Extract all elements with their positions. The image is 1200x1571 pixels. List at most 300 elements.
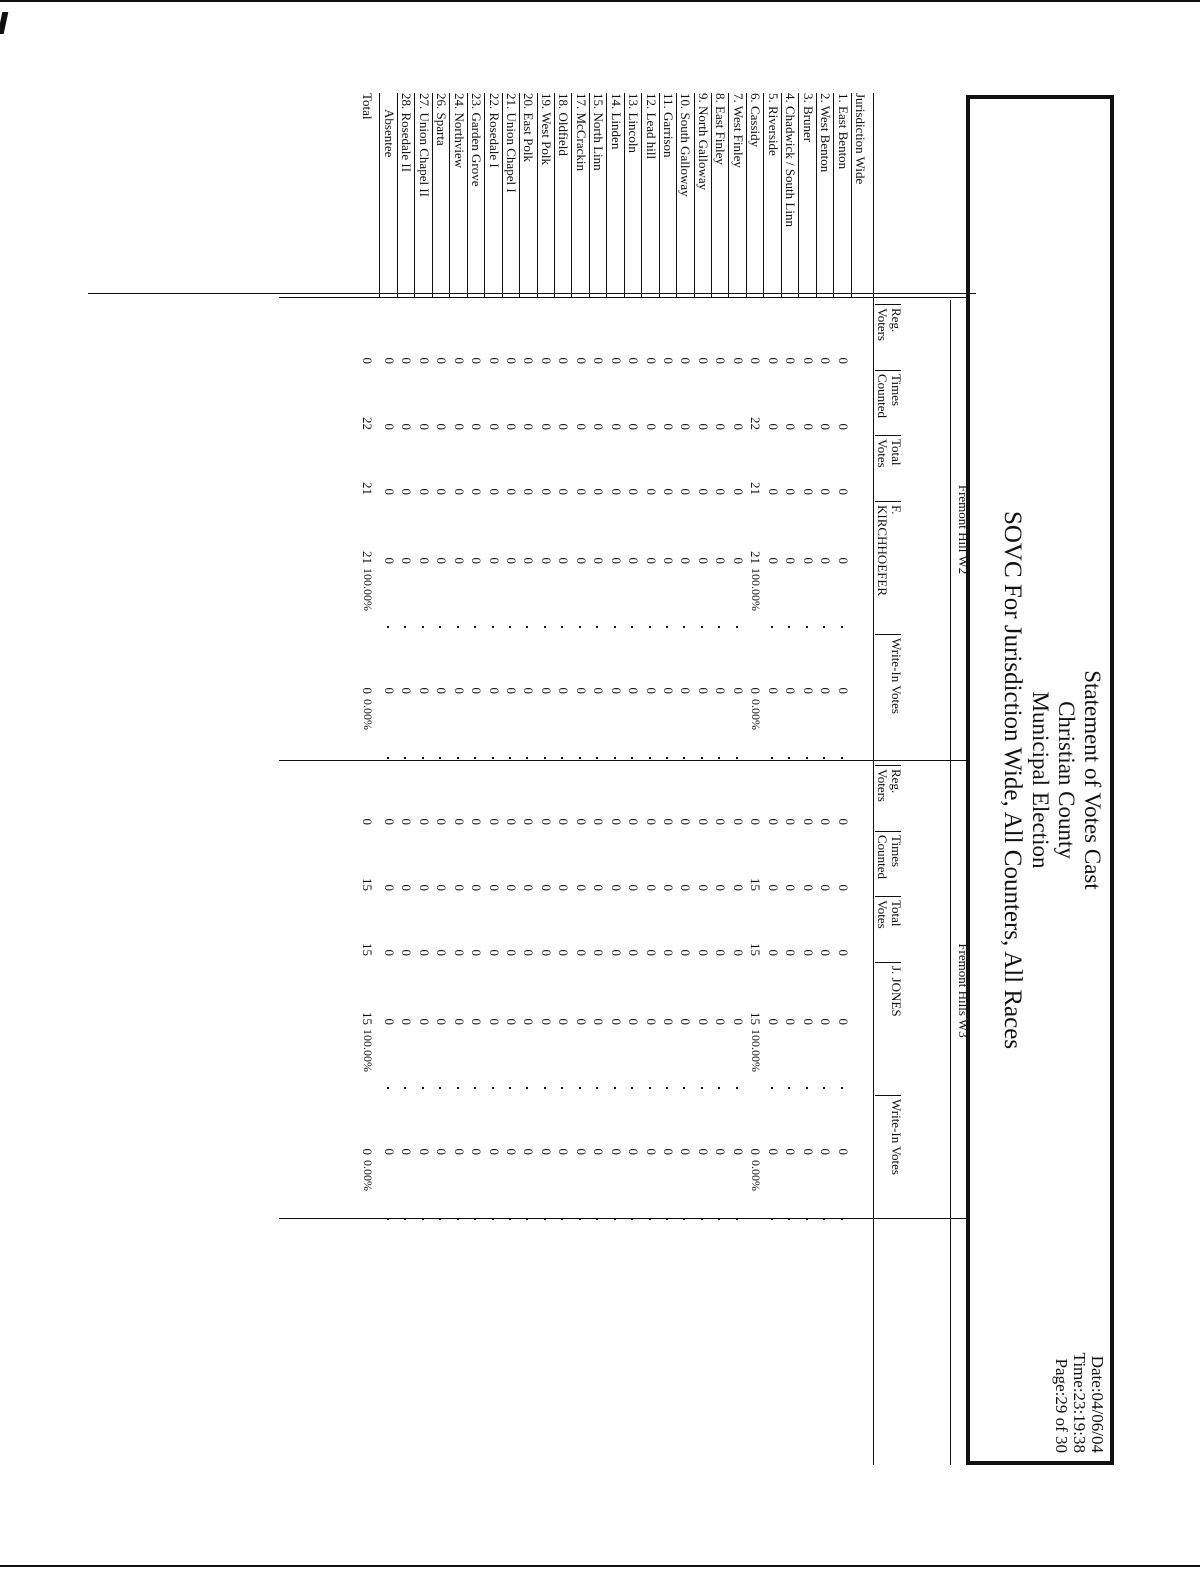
candidate-pct-cell: 100.00% — [749, 1029, 764, 1072]
times-counted-cell: 0 — [434, 884, 450, 891]
candidate-votes-cell: 0 — [713, 557, 729, 564]
candidate-votes-cell: 0 — [381, 1018, 397, 1025]
total-votes-cell: 0 — [626, 949, 642, 956]
reg-voters-cell: 0 — [730, 357, 746, 364]
write-in-votes-cell: 0 — [783, 1148, 799, 1155]
times-counted-cell: 0 — [399, 884, 415, 891]
percent-placeholder-mark — [701, 1087, 703, 1089]
times-counted-cell: 0 — [765, 884, 781, 891]
candidate-votes-cell: 0 — [695, 557, 711, 564]
reg-voters-header: Reg. Voters — [875, 769, 904, 802]
jurisdiction-row: 27. Union Chapel II — [414, 93, 432, 298]
percent-placeholder-mark — [509, 757, 511, 759]
times-counted-cell: 0 — [381, 423, 397, 430]
jurisdiction-row: 1. East Benton — [833, 93, 851, 298]
write-in-votes-cell: 0 — [573, 1148, 589, 1155]
candidate-votes-cell: 0 — [469, 557, 485, 564]
reg-voters-cell: 0 — [643, 818, 659, 825]
percent-placeholder-mark — [736, 1218, 738, 1220]
write-in-votes-cell: 0 — [695, 1148, 711, 1155]
total-votes-cell: 0 — [538, 949, 554, 956]
write-in-votes-cell: 0 — [730, 687, 746, 694]
jurisdiction-row: 15. North Linn — [589, 93, 607, 298]
percent-placeholder-mark — [718, 1087, 720, 1089]
candidate-votes-cell: 0 — [591, 1018, 607, 1025]
times-counted-cell: 0 — [573, 884, 589, 891]
race-title: Fremont Hills W3 — [956, 943, 971, 1038]
jurisdiction-row: 11. Garrison — [659, 93, 677, 298]
write-in-votes-cell: 0 — [556, 687, 572, 694]
total-votes-cell: 0 — [451, 488, 467, 495]
reg-voters-cell: 0 — [360, 357, 376, 364]
reg-voters-cell: 0 — [399, 357, 415, 364]
times-counted-cell: 0 — [818, 884, 834, 891]
percent-placeholder-mark — [439, 1087, 441, 1089]
times-counted-cell: 0 — [643, 884, 659, 891]
reg-voters-cell: 0 — [748, 357, 764, 364]
reg-voters-cell: 0 — [765, 818, 781, 825]
reg-voters-cell: 0 — [591, 818, 607, 825]
jurisdiction-row: 10. South Galloway — [676, 93, 694, 298]
percent-placeholder-mark — [649, 757, 651, 759]
total-votes-cell: 0 — [783, 488, 799, 495]
percent-placeholder-mark — [771, 757, 773, 759]
write-in-votes-cell: 0 — [643, 687, 659, 694]
total-votes-cell: 0 — [695, 949, 711, 956]
total-votes-cell: 0 — [504, 949, 519, 956]
candidate-votes-cell: 0 — [556, 1018, 572, 1025]
jurisdiction-row: 3. Bruner — [798, 93, 816, 298]
write-in-votes-cell: 0 — [608, 687, 624, 694]
percent-placeholder-mark — [404, 1218, 406, 1220]
times-counted-cell: 0 — [469, 884, 485, 891]
reg-voters-cell: 0 — [573, 357, 589, 364]
write-in-votes-cell: 0 — [835, 1148, 851, 1155]
percent-placeholder-mark — [684, 1218, 686, 1220]
percent-placeholder-mark — [474, 757, 476, 759]
percent-placeholder-mark — [492, 757, 494, 759]
total-votes-cell: 21 — [748, 482, 764, 495]
total-votes-cell: 0 — [451, 949, 467, 956]
column-separator — [875, 1095, 901, 1096]
jurisdiction-row: 18. Oldfield — [554, 93, 572, 298]
times-counted-cell: 0 — [434, 423, 450, 430]
percent-placeholder-mark — [596, 1087, 598, 1089]
percent-placeholder-mark — [422, 757, 424, 759]
percent-placeholder-mark — [771, 1218, 773, 1220]
write-in-votes-cell: 0 — [678, 1148, 694, 1155]
candidate-votes-cell: 0 — [486, 557, 502, 564]
candidate-votes-cell: 0 — [765, 557, 781, 564]
write-in-votes-header: Write-In Votes — [889, 1099, 904, 1175]
total-votes-cell: 0 — [765, 949, 781, 956]
times-counted-cell: 0 — [416, 423, 432, 430]
write-in-votes-cell: 0 — [713, 687, 729, 694]
total-votes-cell: 0 — [783, 949, 799, 956]
total-votes-cell: 0 — [486, 949, 502, 956]
total-votes-cell: 0 — [713, 488, 729, 495]
total-votes-cell: 0 — [486, 488, 502, 495]
times-counted-cell: 0 — [730, 884, 746, 891]
total-votes-cell: 21 — [360, 482, 376, 495]
county-name: Christian County — [1054, 701, 1079, 859]
candidate-header: J. JONES — [889, 966, 904, 1017]
percent-placeholder-mark — [684, 626, 686, 628]
reg-voters-cell: 0 — [556, 818, 572, 825]
percent-placeholder-mark — [439, 1218, 441, 1220]
percent-placeholder-mark — [387, 757, 389, 759]
percent-placeholder-mark — [841, 757, 843, 759]
write-in-votes-cell: 0 — [381, 687, 397, 694]
jurisdiction-row: 26. Sparta — [432, 93, 450, 298]
times-counted-cell: 0 — [835, 423, 851, 430]
total-votes-cell: 0 — [381, 949, 397, 956]
times-counted-cell: 0 — [469, 423, 485, 430]
candidate-votes-cell: 0 — [608, 557, 624, 564]
total-votes-cell: 0 — [626, 488, 642, 495]
percent-placeholder-mark — [788, 1218, 790, 1220]
times-counted-cell: 0 — [678, 423, 694, 430]
reg-voters-cell: 0 — [469, 818, 485, 825]
candidate-votes-cell: 0 — [643, 1018, 659, 1025]
times-counted-cell: 0 — [765, 423, 781, 430]
percent-placeholder-mark — [649, 1087, 651, 1089]
percent-placeholder-mark — [631, 757, 633, 759]
scan-corner-mark — [0, 12, 8, 34]
percent-placeholder-mark — [509, 626, 511, 628]
jurisdiction-row: 4. Chadwick / South Linn — [781, 93, 799, 298]
column-separator — [875, 896, 901, 897]
candidate-votes-cell: 0 — [678, 1018, 694, 1025]
write-in-votes-cell: 0 — [469, 687, 485, 694]
percent-placeholder-mark — [457, 1218, 459, 1220]
percent-placeholder-mark — [561, 757, 563, 759]
percent-placeholder-mark — [474, 1218, 476, 1220]
total-votes-cell: 0 — [416, 488, 432, 495]
jurisdiction-row: 14. Linden — [606, 93, 624, 298]
reg-voters-cell: 0 — [556, 357, 572, 364]
candidate-votes-cell: 0 — [521, 1018, 537, 1025]
reg-voters-cell: 0 — [486, 357, 502, 364]
percent-placeholder-mark — [788, 1087, 790, 1089]
candidate-votes-cell: 0 — [591, 557, 607, 564]
total-row-label: Total — [360, 93, 376, 120]
column-separator — [875, 765, 901, 766]
candidate-votes-cell: 15 — [360, 1012, 376, 1025]
column-header-rule — [873, 93, 874, 1465]
write-in-votes-cell: 0 — [783, 687, 799, 694]
percent-placeholder-mark — [614, 626, 616, 628]
candidate-votes-cell: 0 — [556, 557, 572, 564]
candidate-votes-cell: 0 — [504, 557, 519, 564]
candidate-votes-cell: 0 — [416, 1018, 432, 1025]
times-counted-cell: 0 — [451, 884, 467, 891]
total-votes-cell: 0 — [608, 949, 624, 956]
total-votes-cell: 0 — [835, 949, 851, 956]
reg-voters-cell: 0 — [626, 818, 642, 825]
jurisdiction-row: 20. East Polk — [519, 93, 537, 298]
percent-placeholder-mark — [788, 626, 790, 628]
total-votes-cell: 0 — [573, 949, 589, 956]
write-in-votes-cell: 0 — [626, 1148, 642, 1155]
times-counted-cell: 0 — [416, 884, 432, 891]
times-counted-cell: 0 — [783, 884, 799, 891]
percent-placeholder-mark — [666, 757, 668, 759]
percent-placeholder-mark — [649, 626, 651, 628]
write-in-votes-cell: 0 — [626, 687, 642, 694]
election-name: Municipal Election — [1028, 691, 1053, 869]
jurisdiction-row: 24. Northview — [449, 93, 467, 298]
write-in-votes-cell: 0 — [469, 1148, 485, 1155]
total-votes-cell: 0 — [591, 949, 607, 956]
reg-voters-cell: 0 — [381, 818, 397, 825]
total-votes-cell: 0 — [800, 949, 816, 956]
times-counted-cell: 0 — [556, 423, 572, 430]
percent-placeholder-mark — [684, 1087, 686, 1089]
percent-placeholder-mark — [596, 1218, 598, 1220]
reg-voters-cell: 0 — [800, 357, 816, 364]
reg-voters-cell: 0 — [678, 818, 694, 825]
reg-voters-cell: 0 — [818, 818, 834, 825]
times-counted-cell: 0 — [538, 884, 554, 891]
column-separator — [875, 435, 901, 436]
candidate-votes-cell: 0 — [399, 1018, 415, 1025]
times-counted-cell: 0 — [399, 423, 415, 430]
write-in-votes-cell: 0 — [835, 687, 851, 694]
times-counted-cell: 0 — [695, 423, 711, 430]
candidate-votes-cell: 0 — [434, 1018, 450, 1025]
times-counted-cell: 0 — [556, 884, 572, 891]
reg-voters-cell: 0 — [591, 357, 607, 364]
reg-voters-cell: 0 — [783, 818, 799, 825]
write-in-votes-cell: 0 — [765, 687, 781, 694]
reg-voters-cell: 0 — [800, 818, 816, 825]
percent-placeholder-mark — [718, 1218, 720, 1220]
percent-placeholder-mark — [492, 626, 494, 628]
percent-placeholder-mark — [579, 757, 581, 759]
times-counted-cell: 0 — [713, 423, 729, 430]
jurisdiction-header: Jurisdiction Wide — [851, 93, 869, 298]
times-counted-cell: 0 — [695, 884, 711, 891]
reg-voters-cell: 0 — [835, 357, 851, 364]
write-in-votes-cell: 0 — [521, 1148, 537, 1155]
total-votes-cell: 0 — [381, 488, 397, 495]
times-counted-cell: 0 — [713, 884, 729, 891]
percent-placeholder-mark — [457, 757, 459, 759]
percent-placeholder-mark — [544, 626, 546, 628]
write-in-pct-cell: 0.00% — [361, 699, 376, 730]
scan-edge-bottom — [0, 1565, 1200, 1567]
report-date: Date:04/06/04 — [1088, 1355, 1107, 1453]
percent-placeholder-mark — [631, 626, 633, 628]
jurisdiction-row: 5. Riverside — [763, 93, 781, 298]
times-counted-cell: 0 — [451, 423, 467, 430]
reg-voters-cell: 0 — [360, 818, 376, 825]
column-separator — [875, 831, 901, 832]
reg-voters-cell: 0 — [713, 818, 729, 825]
reg-voters-cell: 0 — [713, 357, 729, 364]
reg-voters-cell: 0 — [538, 818, 554, 825]
write-in-votes-cell: 0 — [399, 687, 415, 694]
jurisdiction-row: 8. East Finley — [711, 93, 729, 298]
reg-voters-cell: 0 — [730, 818, 746, 825]
percent-placeholder-mark — [701, 1218, 703, 1220]
reg-voters-cell: 0 — [678, 357, 694, 364]
write-in-votes-cell: 0 — [748, 1148, 764, 1155]
percent-placeholder-mark — [666, 1087, 668, 1089]
reg-voters-cell: 0 — [486, 818, 502, 825]
write-in-votes-cell: 0 — [818, 1148, 834, 1155]
candidate-votes-cell: 0 — [783, 557, 799, 564]
reg-voters-cell: 0 — [434, 818, 450, 825]
candidate-votes-cell: 21 — [748, 551, 764, 564]
percent-placeholder-mark — [788, 757, 790, 759]
reg-voters-cell: 0 — [416, 818, 432, 825]
total-votes-cell: 0 — [643, 488, 659, 495]
candidate-votes-cell: 0 — [573, 1018, 589, 1025]
candidate-votes-cell: 0 — [818, 1018, 834, 1025]
total-votes-cell: 0 — [399, 949, 415, 956]
percent-placeholder-mark — [579, 1087, 581, 1089]
candidate-votes-cell: 0 — [626, 1018, 642, 1025]
times-counted-cell: 15 — [360, 878, 376, 891]
times-counted-cell: 0 — [521, 423, 537, 430]
percent-placeholder-mark — [422, 626, 424, 628]
write-in-pct-cell: 0.00% — [749, 1160, 764, 1191]
percent-placeholder-mark — [526, 626, 528, 628]
jurisdiction-row: 7. West Finley — [728, 93, 746, 298]
total-votes-cell: 0 — [573, 488, 589, 495]
total-votes-cell: 0 — [608, 488, 624, 495]
percent-placeholder-mark — [544, 1218, 546, 1220]
write-in-votes-cell: 0 — [800, 687, 816, 694]
percent-placeholder-mark — [823, 1087, 825, 1089]
percent-placeholder-mark — [509, 1218, 511, 1220]
write-in-votes-cell: 0 — [538, 687, 554, 694]
percent-placeholder-mark — [509, 1087, 511, 1089]
write-in-votes-cell: 0 — [504, 1148, 519, 1155]
percent-placeholder-mark — [736, 757, 738, 759]
write-in-votes-cell: 0 — [434, 1148, 450, 1155]
report-time: Time:23:19:38 — [1070, 1352, 1089, 1453]
reg-voters-cell: 0 — [608, 357, 624, 364]
times-counted-cell: 0 — [835, 884, 851, 891]
total-votes-cell: 0 — [399, 488, 415, 495]
total-votes-cell: 0 — [678, 488, 694, 495]
percent-placeholder-mark — [457, 1087, 459, 1089]
write-in-votes-cell: 0 — [573, 687, 589, 694]
candidate-votes-cell: 0 — [835, 557, 851, 564]
percent-placeholder-mark — [561, 1087, 563, 1089]
times-counted-cell: 0 — [800, 423, 816, 430]
write-in-votes-cell: 0 — [360, 1148, 376, 1155]
total-votes-cell: 15 — [748, 943, 764, 956]
column-separator — [875, 501, 901, 502]
write-in-votes-cell: 0 — [678, 687, 694, 694]
write-in-votes-cell: 0 — [695, 687, 711, 694]
total-votes-cell: 0 — [434, 488, 450, 495]
write-in-votes-cell: 0 — [765, 1148, 781, 1155]
percent-placeholder-mark — [544, 1087, 546, 1089]
percent-placeholder-mark — [823, 757, 825, 759]
write-in-votes-cell: 0 — [818, 687, 834, 694]
times-counted-cell: 0 — [538, 423, 554, 430]
write-in-pct-cell: 0.00% — [749, 699, 764, 730]
percent-placeholder-mark — [614, 1218, 616, 1220]
total-votes-cell: 0 — [504, 488, 519, 495]
report-page: Page:29 of 30 — [1052, 1358, 1071, 1453]
percent-placeholder-mark — [544, 757, 546, 759]
candidate-votes-cell: 15 — [748, 1012, 764, 1025]
times-counted-cell: 0 — [381, 884, 397, 891]
times-counted-cell: 0 — [486, 884, 502, 891]
times-counted-cell: 0 — [591, 423, 607, 430]
total-votes-cell: 0 — [800, 488, 816, 495]
total-votes-cell: 0 — [591, 488, 607, 495]
write-in-votes-cell: 0 — [608, 1148, 624, 1155]
reg-voters-cell: 0 — [835, 818, 851, 825]
total-votes-cell: 0 — [469, 949, 485, 956]
percent-placeholder-mark — [631, 1218, 633, 1220]
reg-voters-cell: 0 — [381, 357, 397, 364]
column-separator — [875, 304, 901, 305]
times-counted-header: Times Counted — [875, 835, 904, 880]
candidate-votes-cell: 0 — [608, 1018, 624, 1025]
percent-placeholder-mark — [614, 757, 616, 759]
percent-placeholder-mark — [387, 1087, 389, 1089]
jurisdiction-row: 12. Lead hill — [641, 93, 659, 298]
percent-placeholder-mark — [718, 757, 720, 759]
jurisdiction-row: 2. West Benton — [816, 93, 834, 298]
candidate-votes-cell: 0 — [678, 557, 694, 564]
reg-voters-cell: 0 — [695, 818, 711, 825]
candidate-votes-cell: 0 — [416, 557, 432, 564]
total-votes-cell: 0 — [818, 488, 834, 495]
write-in-pct-cell: 0.00% — [361, 1160, 376, 1191]
times-counted-cell: 0 — [521, 884, 537, 891]
total-votes-cell: 0 — [661, 488, 677, 495]
write-in-votes-cell: 0 — [486, 687, 502, 694]
percent-placeholder-mark — [718, 626, 720, 628]
times-counted-cell: 0 — [783, 423, 799, 430]
times-counted-cell: 0 — [608, 423, 624, 430]
times-counted-cell: 0 — [678, 884, 694, 891]
candidate-pct-cell: 100.00% — [361, 568, 376, 611]
total-votes-cell: 0 — [521, 488, 537, 495]
percent-placeholder-mark — [492, 1087, 494, 1089]
race-title: Fremont Hill W2 — [956, 484, 971, 575]
report-subtitle: SOVC For Jurisdiction Wide, All Counters, All Races — [999, 510, 1026, 1050]
total-votes-cell: 0 — [730, 488, 746, 495]
times-counted-cell: 0 — [818, 423, 834, 430]
write-in-votes-cell: 0 — [643, 1148, 659, 1155]
percent-placeholder-mark — [701, 626, 703, 628]
percent-placeholder-mark — [701, 757, 703, 759]
reg-voters-cell: 0 — [626, 357, 642, 364]
write-in-votes-cell: 0 — [713, 1148, 729, 1155]
candidate-votes-cell: 0 — [695, 1018, 711, 1025]
percent-placeholder-mark — [474, 1087, 476, 1089]
percent-placeholder-mark — [649, 1218, 651, 1220]
write-in-votes-header: Write-In Votes — [889, 638, 904, 714]
times-counted-cell: 0 — [573, 423, 589, 430]
candidate-votes-cell: 0 — [835, 1018, 851, 1025]
times-counted-header: Times Counted — [875, 374, 904, 419]
candidate-votes-cell: 0 — [713, 1018, 729, 1025]
total-votes-cell: 0 — [765, 488, 781, 495]
total-votes-cell: 0 — [469, 488, 485, 495]
jurisdiction-row: 17. McCrackin — [571, 93, 589, 298]
